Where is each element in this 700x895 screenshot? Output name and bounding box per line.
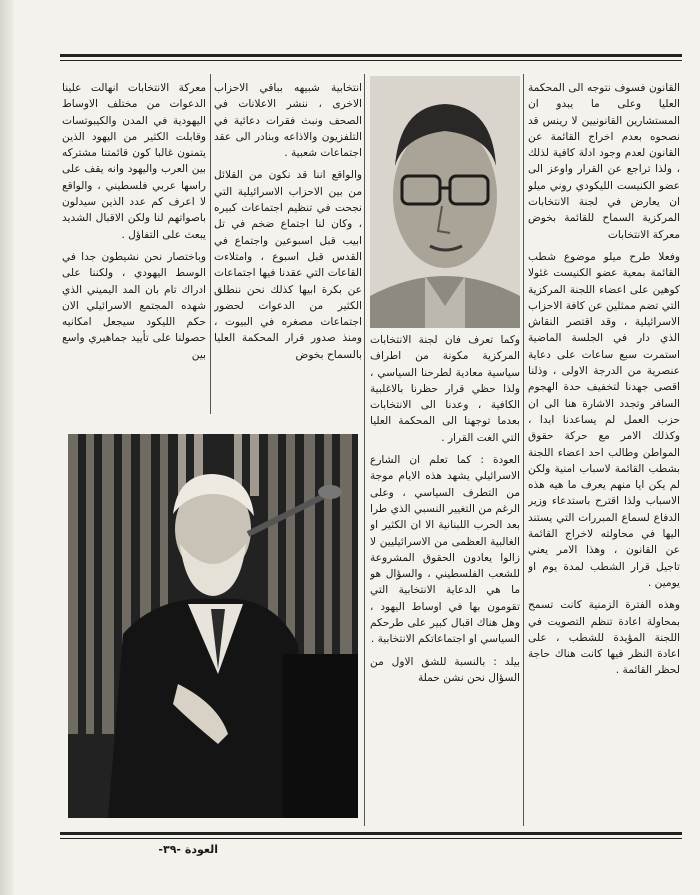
top-rule-thick	[60, 54, 682, 57]
page-number: -٣٩-	[158, 843, 181, 856]
paragraph: معركة الانتخابات انهالت علينا الدعوات من مختلف الاوساط اليهودية في المدن والكيبوتسات وقابلت الكثير من اليهود الذين يتمنون غالبا كون قائمتنا مشتركه بين العرب واليهود وانه يقف على راسها عربي فلسطيني ، والواقع لا اعرف كم عدد الذين سيدلون باصواتهم لنا ولكن الاقبال الشديد يبعث على التفاؤل .	[62, 82, 206, 241]
bottom-rule-thin	[60, 838, 682, 839]
paragraph: وباختصار نحن نشيطون جدا في الوسط اليهودي ، ولكننا على ادراك تام بان المد اليميني الذي شهده المجتمع الاسرائيلي الان حكم الليكود سيجعل امكانيه حصولنا على تأييد جماهيري واسع بين	[62, 250, 206, 361]
column-divider-middle	[364, 74, 365, 826]
speaker-photo	[68, 434, 358, 818]
magazine-name: العودة	[184, 843, 218, 856]
column-divider-left	[210, 74, 211, 414]
paragraph: وكما تعرف فان لجنة الانتخابات المركزية مكونة من اطراف سياسية معادية لطرحنا السياسي ، ولذا حظي قرار حظرنا بالاغلبية الكافية ، وعدنا الى الانتخابات بعدما توجهنا الى المحكمة العليا التي الغت القرار .	[370, 334, 520, 444]
page-edge-shadow	[0, 0, 14, 895]
paragraph: انتخابية شبيهه بباقي الاحزاب الاخرى ، ننشر الاعلانات في الصحف ونبث فقرات دعائية في التلفزيون والاذاعه وبنادر الى عقد اجتماعات شعبية .	[214, 82, 362, 160]
article-column-right	[528, 80, 680, 825]
paragraph: العودة : كما تعلم ان الشارع الاسرائيلي يشهد هذه الايام موجة من التطرف السياسي ، وعلى الرغم من التغيير النسبي الذي طرا بعد الحرب اللبنانية الا ان الكثير او الغالبية العظمى من الاسرائيليين لا زالوا يعادون الحقوق المشروعة للشعب الفلسطيني ، والسؤال هو ما هي الدعاية الانتخابية التي تقومون بها في اوساط اليهود ، وهل هناك اقبال كبير على طرحكم السياسي او اجتماعاتكم الانتخابية .	[370, 454, 520, 646]
paragraph: بيلد : بالنسبة للشق الاول من السؤال نحن نشن حملة	[370, 655, 520, 684]
page-footer	[108, 843, 218, 856]
paragraph: وفعلا طرح ميلو موضوع شطب القائمة بمعية عضو الكنيست غئولا كوهين على اعضاء اللجنة المركزية التي تضم ممثلين عن كافة الاحزاب الاسرائيلية ، وقد اقتصر النقاش الذي دار في الجلسة الماضية استمرت سبع ساعات على دعاية عنصرية من الدرجة الاولى ، وذلنا اقصى جهدنا لتخفيف حدة الهجوم السافر وتجدد الاشارة هنا الى ان حزب العمل لم يساعدنا ابدا ، وكذلك الامر مع حركة حقوق المواطن وطالب احد اعضاء اللجنة بشطب القائمة لاسباب امنية ولكن لم يكن ايا منهم يعرف ما هيه هذه الاسباب ولذا اقترح باستدعاء وزير الدفاع لسماع المبررات التي يستند اليها في محاولته لاخراج القائمة عن القانون ، وهذا الامر يعني تاجيل قرار الشطب لمدة يوم او يومين .	[528, 250, 680, 589]
paragraph: القانون فسوف نتوجه الى المحكمة العليا وعلى ما يبدو ان المستشارين القانونيين لا رينس قد نصحوه بعدم اخراج القائمة عن القانون لعدم وجود ادلة كافية لذلك ، ولذا تراجع عن القرار واوعز الى عضو الكنيست الليكودي روني ميلو ان يعارض في لجنة الانتخابات المركزية السماح للقائمة بخوض معركة الانتخابات	[528, 82, 680, 241]
article-column-middle-upper	[214, 80, 362, 410]
paragraph: والواقع اننا قد نكون من القلائل من بين الاحزاب الاسرائيلية التي نجحت في تنظيم اجتماعات كبيره ، وكان لنا اجتماع ضخم في تل ابيب قبل اسبوعين واجتماع في القدس قبل اسبوع ، وامتلاءت القاعات التي عقدنا فيها اجتماعات عن بكرة ابيها كذلك نحن ننطلق الكثير من الدعوات لحضور اجتماعات مصغره في البيوت ، ومنذ صدور قرار المحكمة العليا بالسماح بخوض	[214, 169, 362, 361]
portrait-illustration	[370, 76, 520, 328]
article-column-left	[62, 80, 206, 410]
paragraph: وهذه الفترة الزمنية كانت تسمح بمحاولة اعادة تنظم التصويت في اللجنة المؤيدة للشطب ، على اعادة النظر فيها كانت هناك حاجة لحظر القائمة .	[528, 599, 680, 677]
speaker-illustration	[68, 434, 358, 818]
bottom-rule-thick	[60, 832, 682, 835]
top-rule-thin	[60, 60, 682, 61]
article-column-middle-lower	[370, 332, 520, 825]
portrait-photo	[370, 76, 520, 328]
column-divider-right	[523, 74, 524, 826]
